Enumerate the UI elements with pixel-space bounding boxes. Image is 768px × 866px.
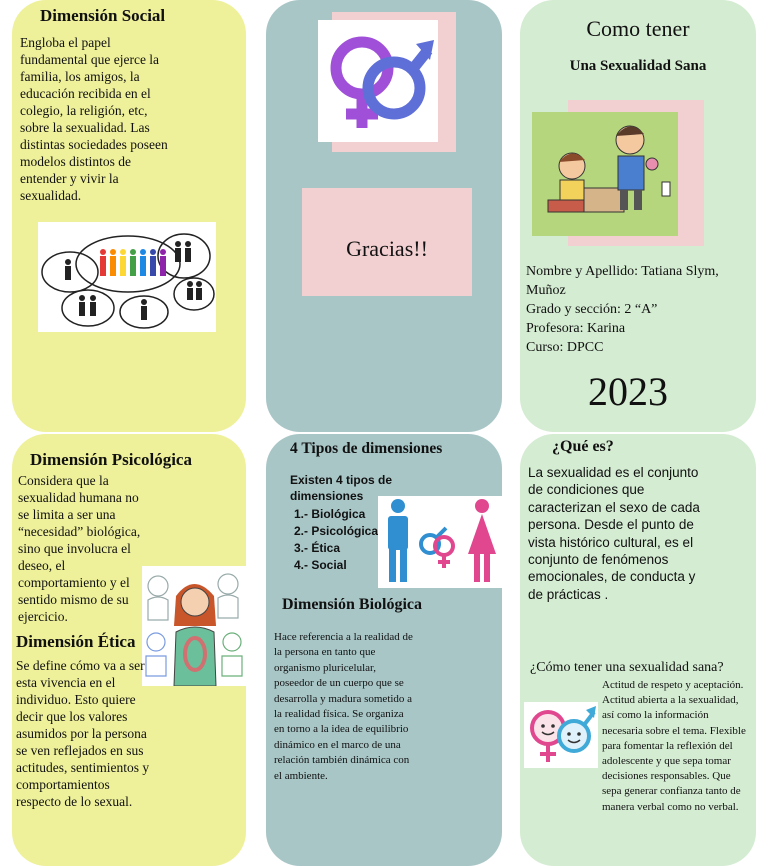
speech-bubbles-image [38, 222, 216, 332]
tipo-item: 1.- Biológica [294, 507, 366, 521]
tipo-item: 4.- Social [294, 558, 347, 572]
que-es-title: ¿Qué es? [552, 438, 614, 455]
tipos-list [294, 506, 378, 574]
como-title: ¿Cómo tener una sexualidad sana? [530, 660, 724, 675]
tipos-title: 4 Tipos de dimensiones [290, 440, 443, 457]
tipos-intro: Existen 4 tipos de dimensiones [290, 473, 393, 503]
panel-psicologica-etica [12, 434, 246, 866]
psicologica-title: Dimensión Psicológica [30, 450, 192, 469]
panel-que-es [520, 434, 756, 866]
cover-subtitle: Una Sexualidad Sana [569, 58, 707, 74]
biologica-text: Hace referencia a la realidad de la persona en tanto que organismo pluricelular, poseedor de un cuerpo que se desarrolla y madura sometido a la realidad física. Se organiza en torno a la idea de equilibrio dinámico en el marco de una relación también dinámica con el ambiente. [274, 631, 413, 782]
cover-profesora: Profesora: Karina [526, 321, 626, 336]
gender-symbols-image [318, 20, 438, 142]
social-title: Dimensión Social [40, 6, 166, 25]
etica-text: Se define cómo va a ser esta vivencia en el individuo. Esto quiere decir que los valores asumidos por la persona se ven reflejados en sus actitudes, sentimientos y comportamientos respecto de lo sexual. [16, 658, 150, 809]
intertwined-gender-symbols-icon [318, 20, 438, 142]
happy-symbols-image [524, 702, 598, 768]
biologica-title: Dimensión Biológica [282, 596, 423, 613]
man-woman-image [378, 496, 502, 588]
people-speech-bubbles-icon [38, 222, 216, 332]
girl-emotions-image [142, 566, 246, 686]
cover-student-info [526, 262, 754, 357]
cover-grado: Grado y sección: 2 “A” [526, 302, 658, 317]
children-playing-icon [532, 112, 678, 236]
cover-title: Como tener [586, 16, 690, 41]
panel-gracias [266, 0, 502, 432]
panel-cover [520, 0, 756, 432]
panel-dimension-social [12, 0, 246, 432]
children-sharing-image [532, 112, 678, 236]
smiling-gender-symbols-icon [524, 702, 598, 768]
man-woman-gender-icon [378, 496, 502, 588]
psicologica-text: Considera que la sexualidad humana no se limita a ser una “necesidad” biológica, sino que involucra el deseo, el comportamiento y el sentido mismo de su ejercicio. [18, 473, 141, 624]
social-text: Engloba el papel fundamental que ejerce la familia, los amigos, la educación recibida en el colegio, la religión, etc, sobre la sexualidad. Las distintas sociedades poseen modelos distintos de entender y vivir la sexualidad. [20, 35, 168, 203]
como-text: Actitud de respeto y aceptación. Actitud abierta a la sexualidad, así como la información necesaria sobre el tema. Flexible para fomentar la reflexión del adolescente y que sepa tomar decisiones responsables. Que sepa generar confianza tanto de manera verbal como no verbal. [602, 679, 746, 813]
cover-nombre: Nombre y Apellido: Tatiana Slym, Muñoz [526, 264, 719, 298]
panel-tipos-biologica [266, 434, 502, 866]
etica-title: Dimensión Ética [16, 632, 136, 651]
cover-curso: Curso: DPCC [526, 340, 604, 355]
tipo-item: 2.- Psicológica [294, 524, 379, 538]
cover-year: 2023 [588, 369, 668, 414]
girl-thinking-icon [142, 566, 246, 686]
gracias-text: Gracias!! [346, 236, 428, 261]
tipo-item: 3.- Ética [294, 541, 341, 555]
que-es-text: La sexualidad es el conjunto de condiciones que caracterizan el sexo de cada persona. Desde el punto de vista histórico cultural, es el conjunto de fenómenos emocionales, de conducta y de prácticas . [528, 465, 700, 602]
